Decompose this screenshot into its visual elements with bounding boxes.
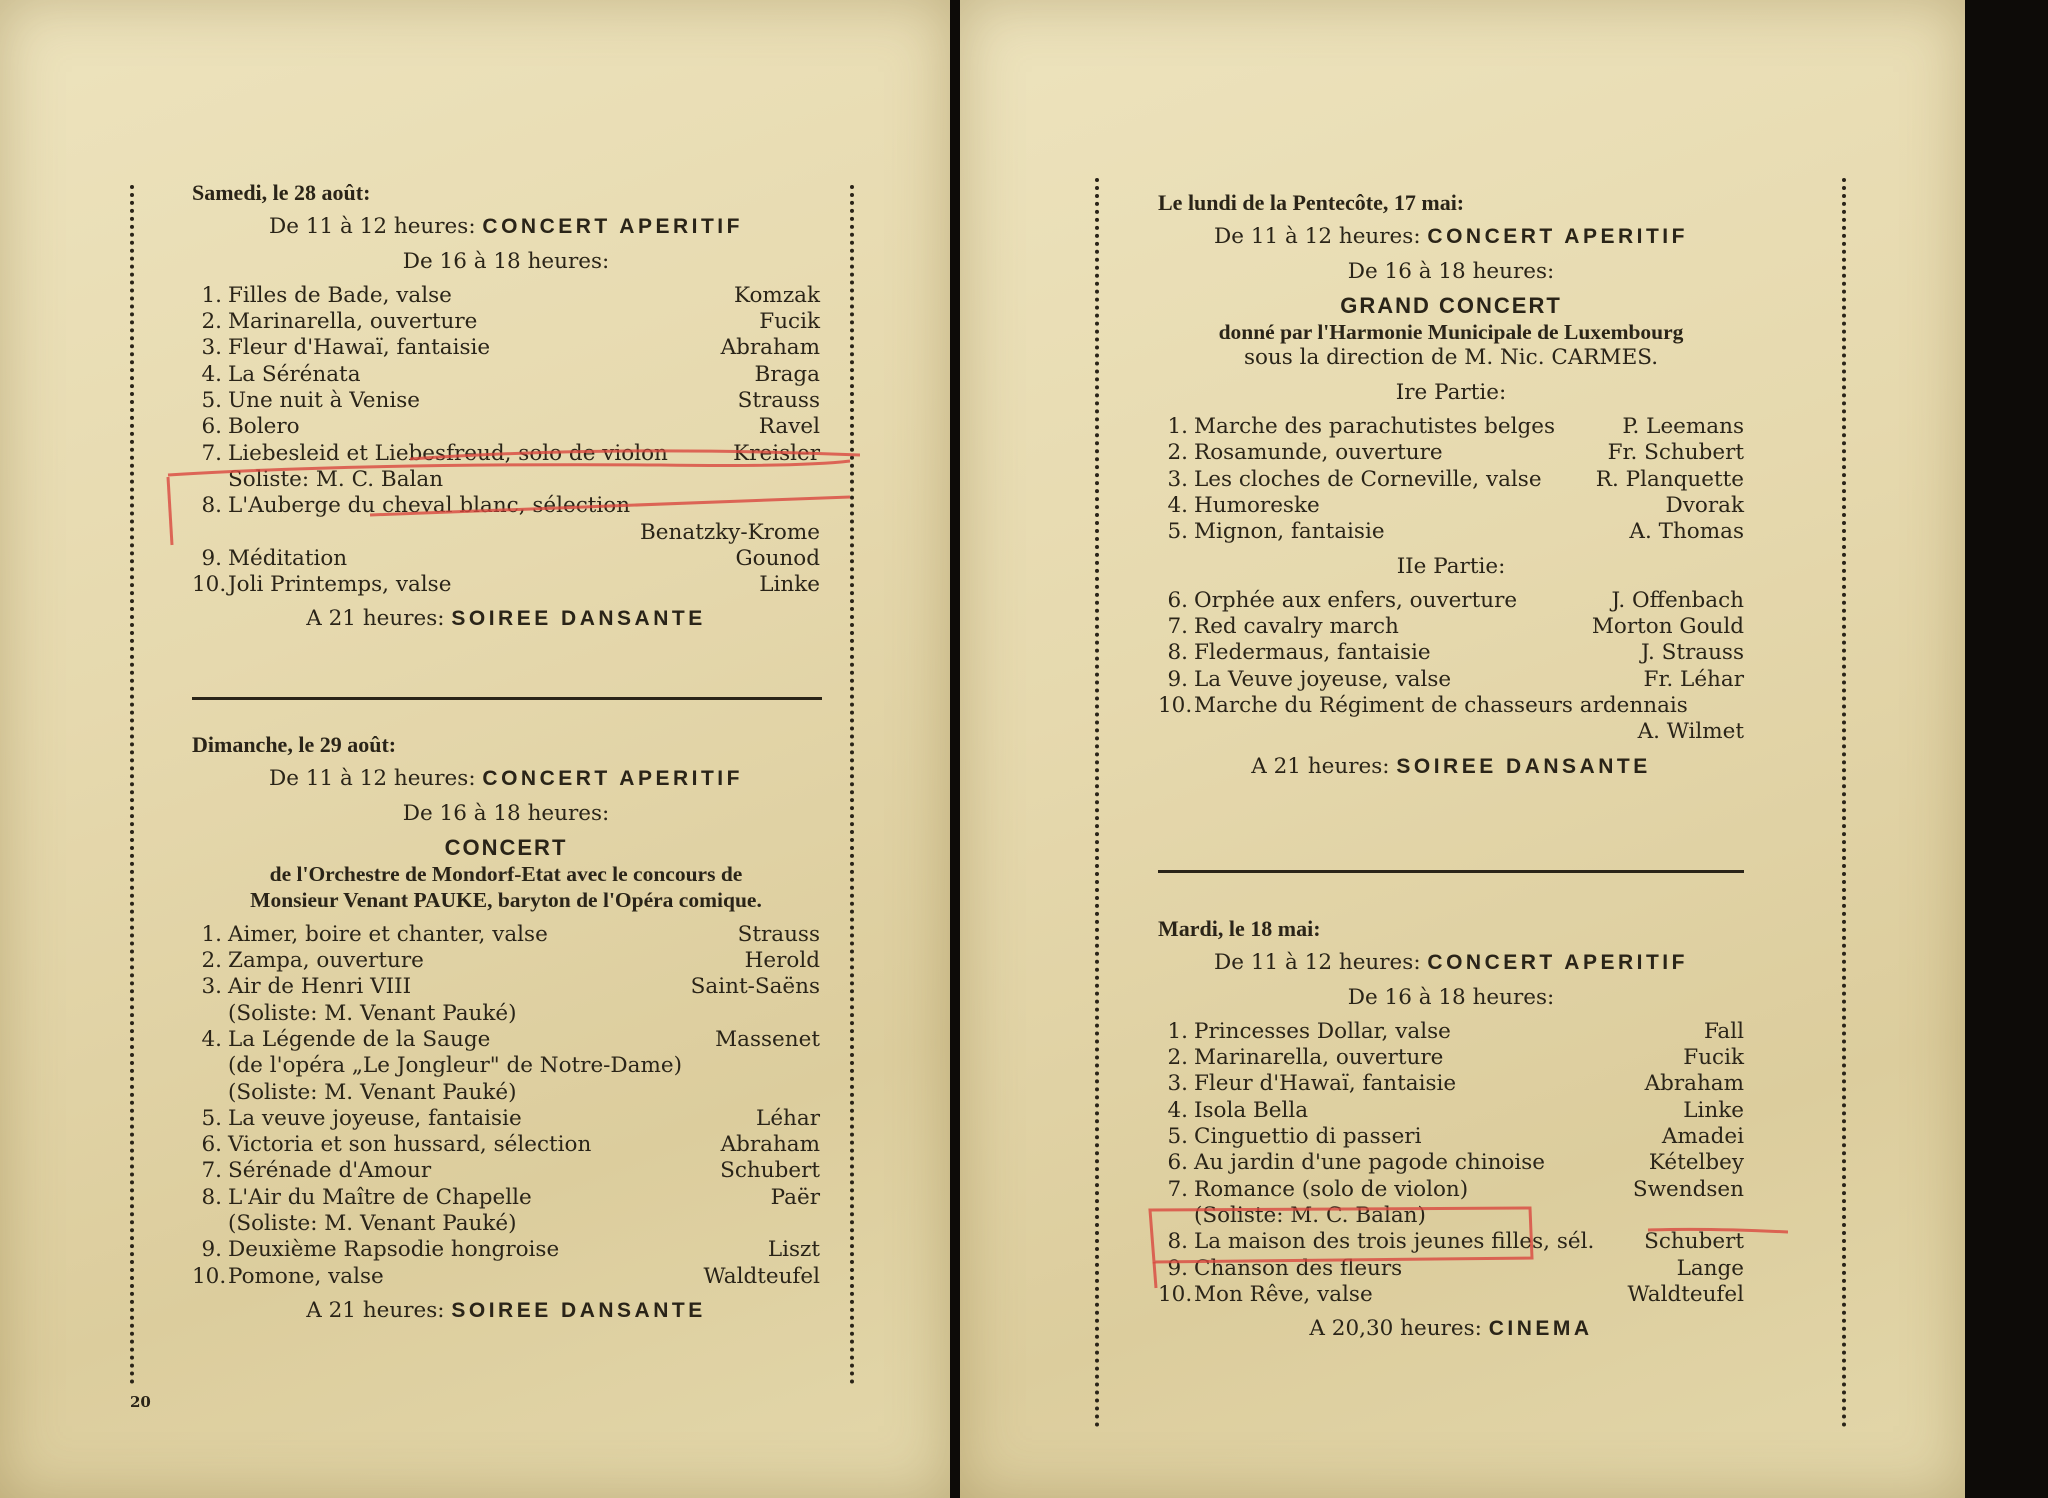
left-margin-rule xyxy=(130,185,134,1385)
program-item: 3. Air de Henri VIII Saint-Saëns xyxy=(201,974,820,1000)
sunday-concert-title: CONCERT xyxy=(444,834,568,860)
program-item: 2. Marinarella, ouverture Fucik xyxy=(1167,1045,1744,1071)
sunday-heading: Dimanche, le 29 août: xyxy=(192,732,397,757)
soloist-note: Soliste: M. C. Balan xyxy=(228,466,444,492)
sunday-program-list xyxy=(192,922,820,1290)
program-item: 6. Au jardin d'une pagode chinoise Kételbey xyxy=(1167,1150,1744,1176)
red-pencil-mark xyxy=(160,435,860,555)
saturday-aperitif: De 11 à 12 heures: CONCERT APERITIF xyxy=(269,214,743,240)
part-two-heading: IIe Partie: xyxy=(1396,553,1506,579)
left-page xyxy=(0,0,950,1498)
sunday-evening: A 21 heures: SOIREE DANSANTE xyxy=(306,1297,706,1323)
program-item: 8. L'Air du Maître de Chapelle Paër xyxy=(201,1184,820,1210)
program-item: 5. Une nuit à Venise Strauss xyxy=(201,388,820,414)
program-item: 1. Marche des parachutistes belges P. Leemans xyxy=(1167,414,1744,440)
grand-concert-performer: donné par l'Harmonie Municipale de Luxembourg xyxy=(1218,320,1684,345)
program-item: 6. Orphée aux enfers, ouverture J. Offenbach xyxy=(1167,587,1744,613)
saturday-evening: A 21 heures: SOIREE DANSANTE xyxy=(306,606,706,632)
monday-heading: Le lundi de la Pentecôte, 17 mai: xyxy=(1158,190,1465,215)
program-item: 10.Mon Rêve, valse Waldteufel xyxy=(1158,1281,1744,1307)
tuesday-evening: A 20,30 heures: CINEMA xyxy=(1309,1316,1593,1342)
program-item: 7. Liebesleid et Liebesfreud, solo de violon Kreisler xyxy=(201,440,820,466)
red-pencil-box xyxy=(1148,1200,1788,1290)
program-composer: Benatzky-Krome xyxy=(640,519,820,545)
program-item: 3. Fleur d'Hawaï, fantaisie Abraham xyxy=(201,335,820,361)
program-item: 8. La maison des trois jeunes filles, sél. Schubert xyxy=(1167,1229,1744,1255)
soloist-note: (Soliste: M. Venant Pauké) xyxy=(228,1000,517,1026)
program-item: 5. La veuve joyeuse, fantaisie Léhar xyxy=(201,1105,820,1131)
program-item: 7. Sérénade d'Amour Schubert xyxy=(201,1158,820,1184)
saturday-program xyxy=(192,180,820,633)
program-item: 6. Victoria et son hussard, sélection Abraham xyxy=(201,1132,820,1158)
sunday-afternoon: De 16 à 18 heures: xyxy=(402,800,610,826)
tuesday-aperitif: De 11 à 12 heures: CONCERT APERITIF xyxy=(1214,950,1688,976)
monday-program xyxy=(1158,190,1744,780)
program-item: 9. Deuxième Rapsodie hongroise Liszt xyxy=(201,1237,820,1263)
program-item: 7. Romance (solo de violon) Swendsen xyxy=(1167,1176,1744,1202)
program-item: 10.Joli Printemps, valse Linke xyxy=(192,572,820,598)
program-item: 1. Princesses Dollar, valse Fall xyxy=(1167,1018,1744,1044)
left-margin-rule xyxy=(1095,178,1099,1428)
monday-evening: A 21 heures: SOIREE DANSANTE xyxy=(1251,753,1651,779)
monday-aperitif: De 11 à 12 heures: CONCERT APERITIF xyxy=(1214,224,1688,250)
program-item: 3. Les cloches de Corneville, valse R. Planquette xyxy=(1167,466,1744,492)
opera-note: (de l'opéra „Le Jongleur" de Notre-Dame) xyxy=(228,1053,682,1079)
right-page xyxy=(960,0,1965,1498)
program-item: 10.Pomone, valse Waldteufel xyxy=(192,1263,820,1289)
program-item: 1. Aimer, boire et chanter, valse Strauss xyxy=(201,921,820,947)
soloist-note: (Soliste: M. Venant Pauké) xyxy=(228,1211,517,1237)
program-item: 2. Rosamunde, ouverture Fr. Schubert xyxy=(1167,440,1744,466)
program-item: 2. Zampa, ouverture Herold xyxy=(201,948,820,974)
sunday-program xyxy=(192,732,820,1324)
program-item: 9. Chanson des fleurs Lange xyxy=(1167,1255,1744,1281)
program-item: 5. Mignon, fantaisie A. Thomas xyxy=(1167,519,1744,545)
program-item: 9. La Veuve joyeuse, valse Fr. Léhar xyxy=(1167,666,1744,692)
program-item: 6. Bolero Ravel xyxy=(201,414,820,440)
program-item: 1. Filles de Bade, valse Komzak xyxy=(201,282,820,308)
program-item: 2. Marinarella, ouverture Fucik xyxy=(201,309,820,335)
section-divider xyxy=(192,697,822,700)
part-one-heading: Ire Partie: xyxy=(1395,379,1507,405)
section-divider xyxy=(1158,870,1744,873)
program-item: 8. Fledermaus, fantaisie J. Strauss xyxy=(1167,640,1744,666)
sunday-aperitif: De 11 à 12 heures: CONCERT APERITIF xyxy=(269,766,743,792)
program-composer: A. Wilmet xyxy=(1637,719,1744,745)
program-item: 4. Humoreske Dvorak xyxy=(1167,492,1744,518)
grand-concert-title: GRAND CONCERT xyxy=(1340,292,1562,318)
sunday-orchestra-line-2: Monsieur Venant PAUKE, baryton de l'Opéra comique. xyxy=(250,888,762,913)
program-item: 7. Red cavalry march Morton Gould xyxy=(1167,614,1744,640)
program-item: 4. La Légende de la Sauge Massenet xyxy=(201,1026,820,1052)
right-margin-rule xyxy=(1842,178,1846,1428)
program-item: 10.Marche du Régiment de chasseurs ardennais xyxy=(1158,693,1688,719)
program-item: 8. L'Auberge du cheval blanc, sélection xyxy=(201,493,631,519)
tuesday-afternoon: De 16 à 18 heures: xyxy=(1347,984,1555,1010)
part-two-list xyxy=(1158,588,1744,746)
program-item: 4. Isola Bella Linke xyxy=(1167,1097,1744,1123)
program-item: 4. La Sérénata Braga xyxy=(201,361,820,387)
saturday-afternoon: De 16 à 18 heures: xyxy=(402,248,610,274)
soloist-note: (Soliste: M. C. Balan) xyxy=(1194,1202,1426,1228)
page-number: 20 xyxy=(130,1393,151,1411)
program-item: 5. Cinguettio di passeri Amadei xyxy=(1167,1124,1744,1150)
program-item: 9. Méditation Gounod xyxy=(201,545,820,571)
tuesday-heading: Mardi, le 18 mai: xyxy=(1158,916,1321,941)
part-one-list xyxy=(1158,414,1744,545)
program-item: 3. Fleur d'Hawaï, fantaisie Abraham xyxy=(1167,1071,1744,1097)
grand-concert-conductor: sous la direction de M. Nic. CARMES. xyxy=(1243,345,1659,371)
right-margin-rule xyxy=(850,185,854,1385)
soloist-note: (Soliste: M. Venant Pauké) xyxy=(228,1079,517,1105)
saturday-heading: Samedi, le 28 août: xyxy=(192,180,371,205)
monday-afternoon: De 16 à 18 heures: xyxy=(1347,258,1555,284)
sunday-orchestra-line-1: de l'Orchestre de Mondorf-Etat avec le concours de xyxy=(269,862,743,887)
